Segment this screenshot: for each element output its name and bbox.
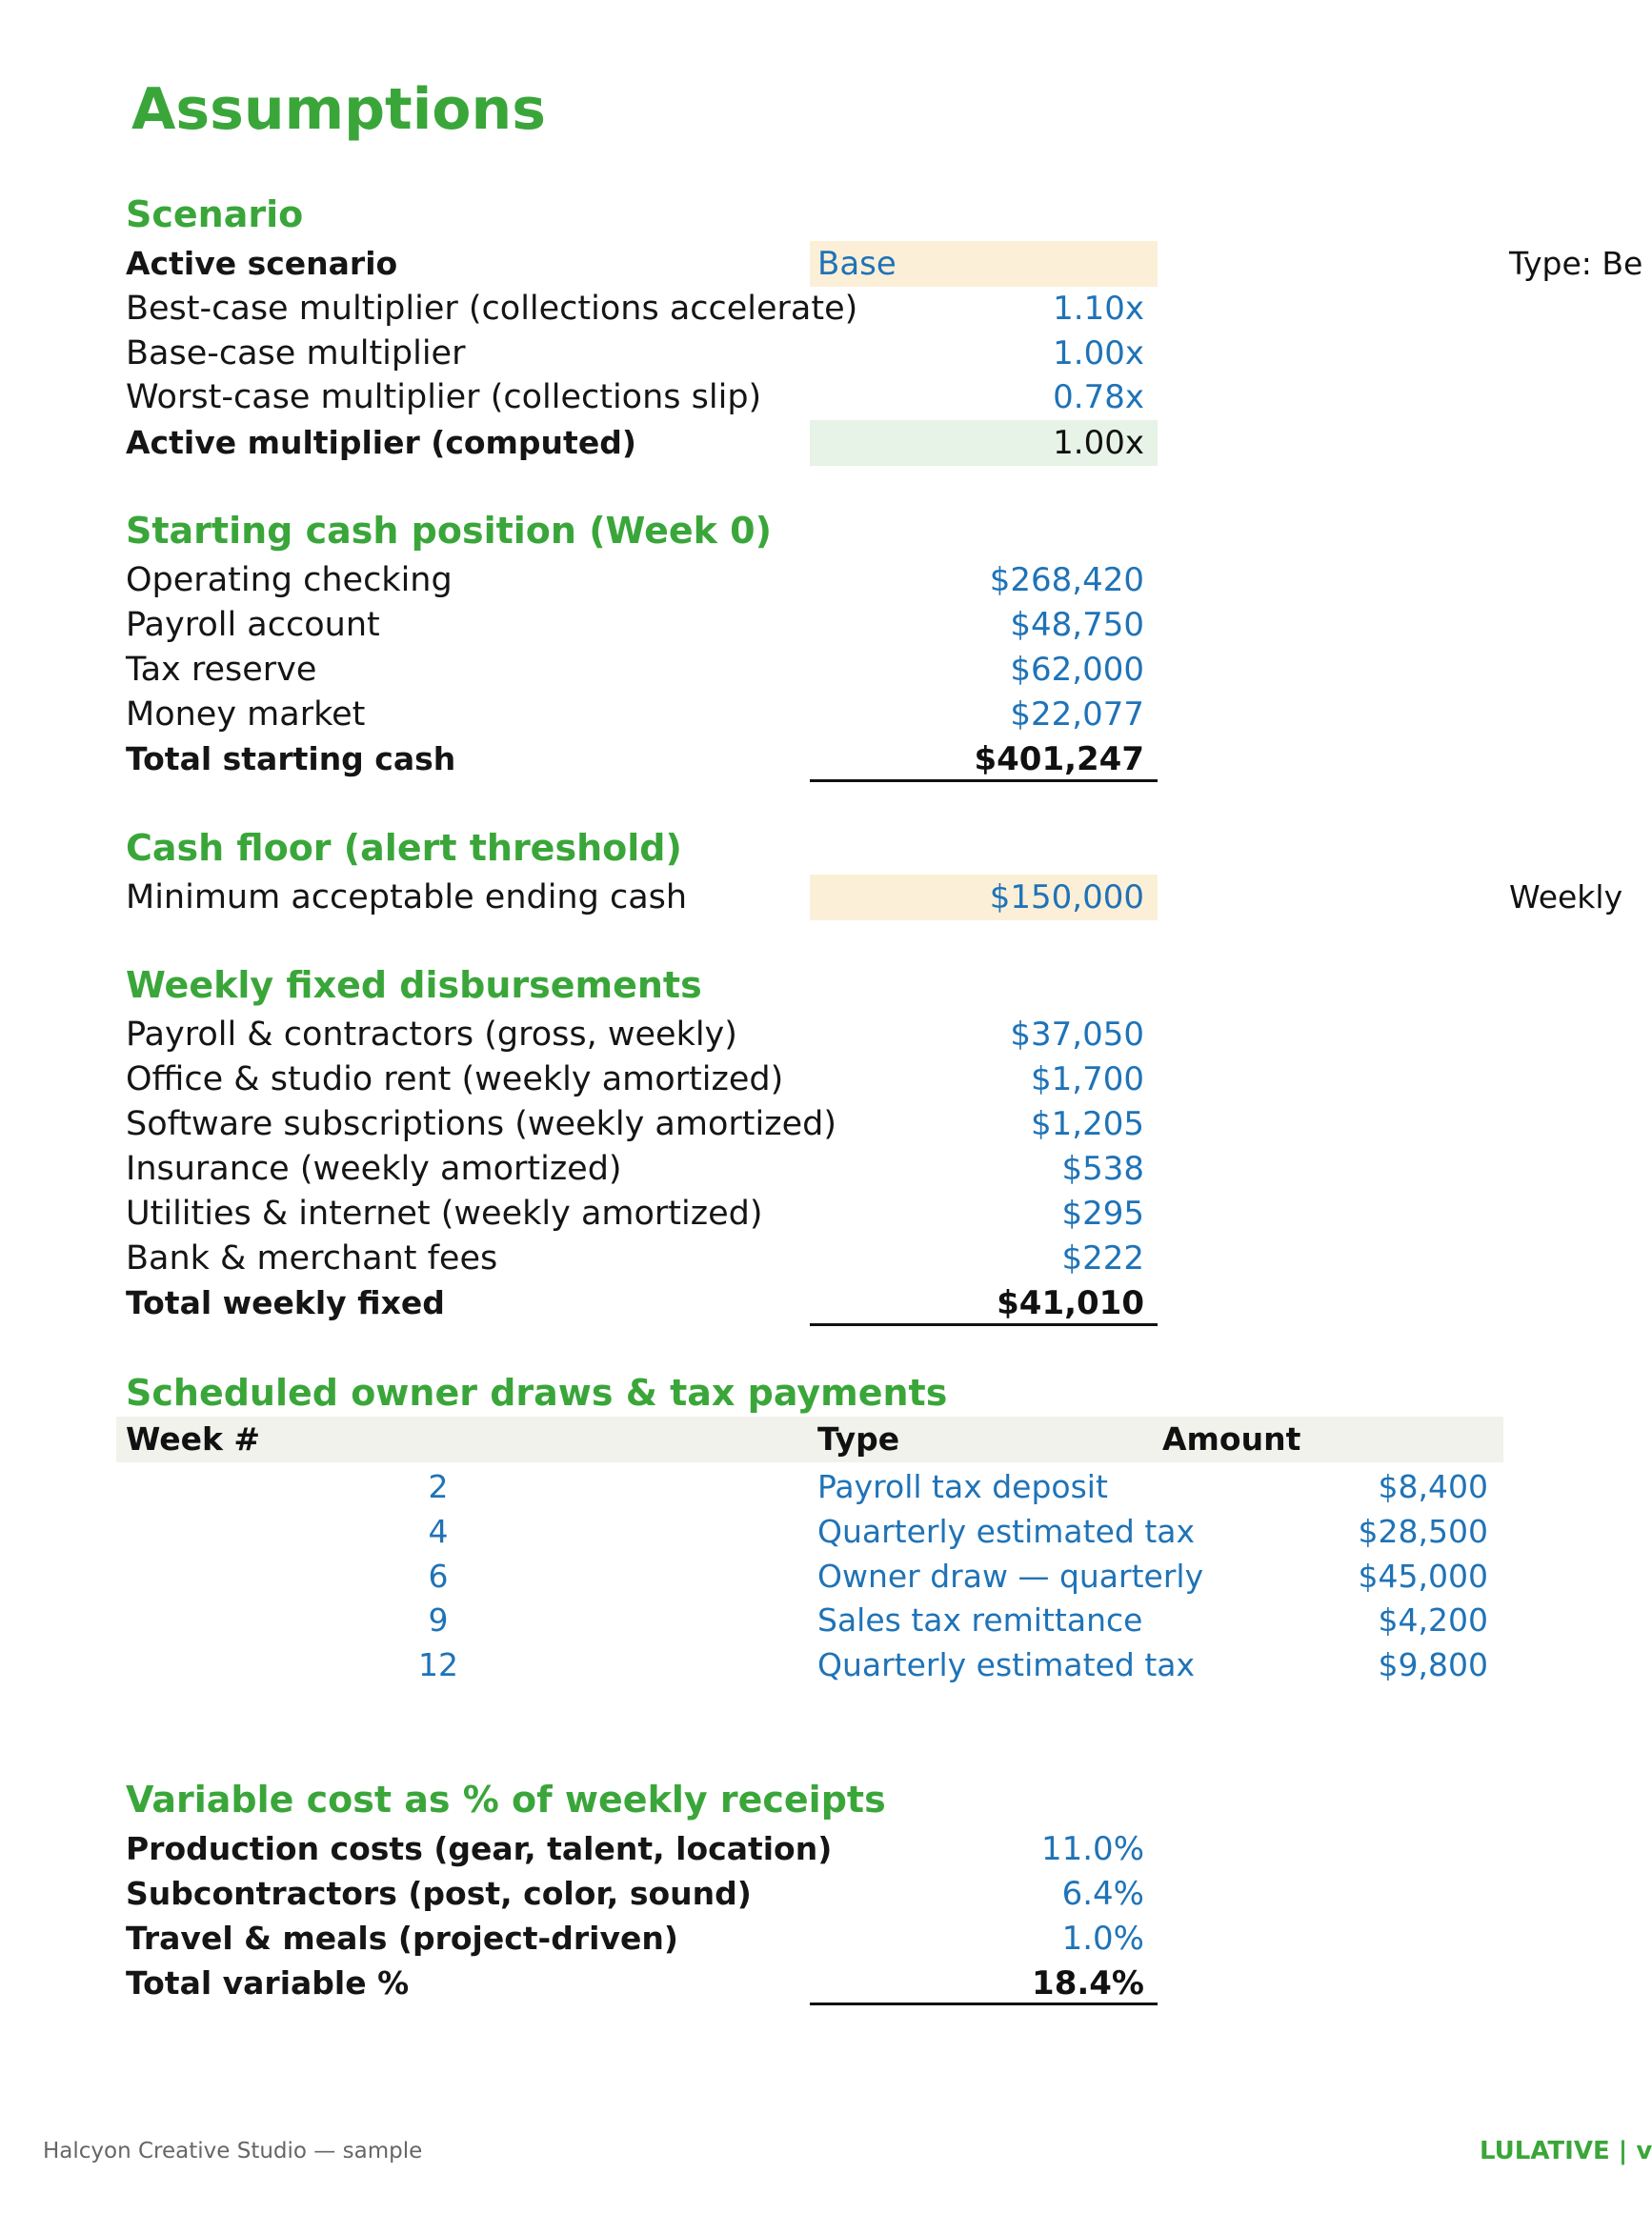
schedule-week-cell[interactable]: 9 xyxy=(428,1601,449,1639)
worst-case-label: Worst-case multiplier (collections slip) xyxy=(126,378,762,416)
section-heading-starting-cash: Starting cash position (Week 0) xyxy=(126,510,772,552)
variable-cost-cell[interactable]: 11.0% xyxy=(1040,1830,1144,1868)
section-heading-schedule: Scheduled owner draws & tax payments xyxy=(126,1372,948,1414)
fixed-cost-label: Office & studio rent (weekly amortized) xyxy=(126,1060,784,1098)
active-multiplier-label: Active multiplier (computed) xyxy=(126,424,636,461)
best-case-label: Best-case multiplier (collections accelerate) xyxy=(126,290,858,328)
active-multiplier-cell[interactable]: 1.00x xyxy=(810,420,1158,466)
page-title: Assumptions xyxy=(131,76,546,143)
section-heading-variable: Variable cost as % of weekly receipts xyxy=(126,1779,886,1821)
total-starting-cash-label: Total starting cash xyxy=(126,740,456,777)
variable-cost-label: Subcontractors (post, color, sound) xyxy=(126,1875,752,1912)
total-underline xyxy=(810,779,1158,782)
variable-cost-cell[interactable]: 1.0% xyxy=(1061,1920,1144,1958)
total-underline xyxy=(810,1323,1158,1326)
footer-company: Halcyon Creative Studio — sample xyxy=(43,2139,423,2164)
schedule-type-cell[interactable]: Owner draw — quarterly xyxy=(817,1558,1204,1595)
section-heading-scenario: Scenario xyxy=(126,193,304,235)
fixed-cost-label: Insurance (weekly amortized) xyxy=(126,1150,622,1188)
cash-floor-label: Minimum acceptable ending cash xyxy=(126,878,688,916)
schedule-week-cell[interactable]: 2 xyxy=(428,1468,449,1505)
fixed-cost-cell[interactable]: $538 xyxy=(1061,1150,1144,1188)
schedule-type-cell[interactable]: Sales tax remittance xyxy=(817,1601,1143,1639)
schedule-week-cell[interactable]: 12 xyxy=(418,1646,458,1683)
total-fixed-label: Total weekly fixed xyxy=(126,1284,445,1321)
best-case-cell[interactable]: 1.10x xyxy=(1053,290,1144,328)
fixed-cost-label: Payroll & contractors (gross, weekly) xyxy=(126,1016,737,1054)
starting-cash-label: Tax reserve xyxy=(126,651,317,689)
starting-cash-label: Payroll account xyxy=(126,606,380,644)
schedule-col-week: Week # xyxy=(126,1420,261,1458)
schedule-col-amount: Amount xyxy=(1162,1420,1301,1458)
variable-cost-cell[interactable]: 6.4% xyxy=(1061,1875,1144,1913)
total-starting-cash-cell[interactable]: $401,247 xyxy=(974,740,1144,778)
schedule-type-cell[interactable]: Quarterly estimated tax xyxy=(817,1646,1196,1683)
fixed-cost-label: Utilities & internet (weekly amortized) xyxy=(126,1195,763,1233)
cash-floor-cell[interactable]: $150,000 xyxy=(810,875,1158,920)
schedule-week-cell[interactable]: 6 xyxy=(428,1558,449,1595)
starting-cash-label: Money market xyxy=(126,695,366,734)
schedule-col-type: Type xyxy=(817,1420,900,1458)
schedule-amount-cell[interactable]: $28,500 xyxy=(1358,1513,1488,1550)
schedule-week-cell[interactable]: 4 xyxy=(428,1513,449,1550)
cash-floor-side-note: Weekly xyxy=(1509,878,1623,916)
worst-case-cell[interactable]: 0.78x xyxy=(1053,378,1144,416)
fixed-cost-label: Bank & merchant fees xyxy=(126,1239,498,1278)
active-scenario-cell[interactable]: Base xyxy=(810,241,1158,287)
total-variable-label: Total variable % xyxy=(126,1964,410,2002)
schedule-amount-cell[interactable]: $8,400 xyxy=(1378,1468,1488,1505)
fixed-cost-cell[interactable]: $37,050 xyxy=(1010,1016,1144,1054)
base-case-label: Base-case multiplier xyxy=(126,334,466,372)
section-heading-cash-floor: Cash floor (alert threshold) xyxy=(126,827,682,869)
total-fixed-cell[interactable]: $41,010 xyxy=(997,1284,1144,1322)
variable-cost-label: Travel & meals (project-driven) xyxy=(126,1920,678,1957)
variable-cost-label: Production costs (gear, talent, location) xyxy=(126,1830,833,1867)
base-case-cell[interactable]: 1.00x xyxy=(1053,334,1144,372)
scenario-side-note: Type: Be xyxy=(1509,245,1643,282)
schedule-amount-cell[interactable]: $45,000 xyxy=(1358,1558,1488,1595)
schedule-type-cell[interactable]: Payroll tax deposit xyxy=(817,1468,1108,1505)
schedule-type-cell[interactable]: Quarterly estimated tax xyxy=(817,1513,1196,1550)
schedule-amount-cell[interactable]: $4,200 xyxy=(1378,1601,1488,1639)
starting-cash-cell[interactable]: $22,077 xyxy=(1010,695,1144,734)
starting-cash-cell[interactable]: $268,420 xyxy=(989,561,1144,599)
section-heading-fixed: Weekly fixed disbursements xyxy=(126,964,702,1006)
total-variable-cell[interactable]: 18.4% xyxy=(1032,1964,1144,2003)
fixed-cost-label: Software subscriptions (weekly amortized) xyxy=(126,1105,837,1143)
fixed-cost-cell[interactable]: $222 xyxy=(1061,1239,1144,1278)
starting-cash-cell[interactable]: $48,750 xyxy=(1010,606,1144,644)
total-underline xyxy=(810,2003,1158,2005)
starting-cash-cell[interactable]: $62,000 xyxy=(1010,651,1144,689)
fixed-cost-cell[interactable]: $295 xyxy=(1061,1195,1144,1233)
footer-tab-label: LULATIVE | v xyxy=(1480,2137,1652,2165)
starting-cash-label: Operating checking xyxy=(126,561,453,599)
fixed-cost-cell[interactable]: $1,700 xyxy=(1031,1060,1144,1098)
fixed-cost-cell[interactable]: $1,205 xyxy=(1031,1105,1144,1143)
schedule-amount-cell[interactable]: $9,800 xyxy=(1378,1646,1488,1683)
active-scenario-label: Active scenario xyxy=(126,245,398,282)
